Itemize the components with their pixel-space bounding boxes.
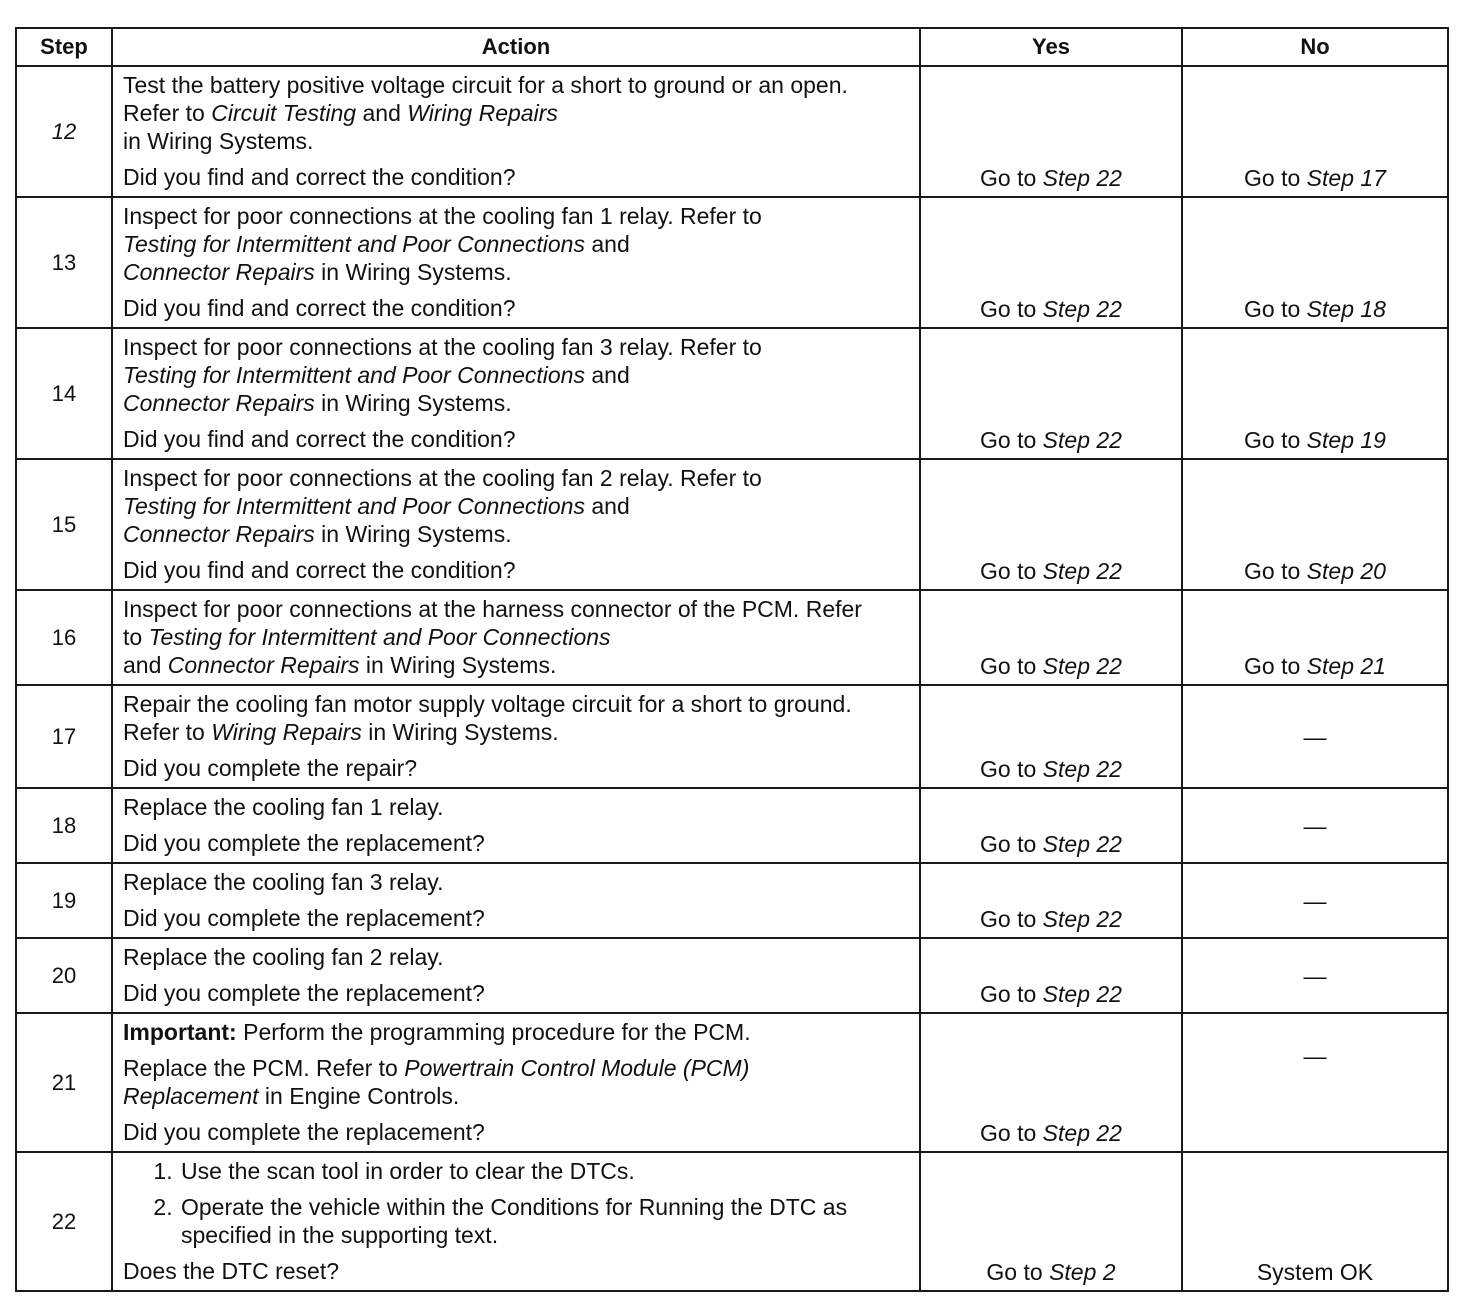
no-cell: — bbox=[1182, 938, 1448, 1013]
important-note: Important: Perform the programming procedure for the PCM. bbox=[123, 1019, 751, 1045]
yes-cell: Go to Step 22 bbox=[920, 197, 1182, 328]
no-cell: Go to Step 17 bbox=[1182, 66, 1448, 197]
action-cell bbox=[112, 1013, 920, 1152]
table-row bbox=[16, 863, 1448, 938]
step-number: 21 bbox=[16, 1013, 112, 1152]
action-cell bbox=[112, 328, 920, 459]
action-question: Did you complete the replacement? bbox=[123, 1119, 485, 1145]
action-text: Replace the cooling fan 1 relay. bbox=[123, 794, 444, 820]
yes-cell: Go to Step 22 bbox=[920, 788, 1182, 863]
header-row bbox=[16, 28, 1448, 66]
no-cell: Go to Step 21 bbox=[1182, 590, 1448, 685]
step-link[interactable]: Step 22 bbox=[1042, 165, 1122, 191]
step-link[interactable]: Step 22 bbox=[1042, 831, 1122, 857]
yes-cell: Go to Step 22 bbox=[920, 863, 1182, 938]
step-number: 15 bbox=[16, 459, 112, 590]
no-cell: Go to Step 18 bbox=[1182, 197, 1448, 328]
step-link[interactable]: Step 22 bbox=[1042, 558, 1122, 584]
action-cell bbox=[112, 66, 920, 197]
action-question: Did you find and correct the condition? bbox=[123, 557, 516, 583]
procedure-list bbox=[123, 1157, 909, 1249]
header-no: No bbox=[1182, 28, 1448, 66]
step-link[interactable]: Step 22 bbox=[1042, 653, 1122, 679]
yes-cell: Go to Step 22 bbox=[920, 1013, 1182, 1152]
yes-cell: Go to Step 22 bbox=[920, 938, 1182, 1013]
step-link[interactable]: Step 22 bbox=[1042, 427, 1122, 453]
diagnostic-steps-table bbox=[15, 27, 1449, 1292]
step-link[interactable]: Step 22 bbox=[1042, 906, 1122, 932]
header-step: Step bbox=[16, 28, 112, 66]
action-cell bbox=[112, 1152, 920, 1291]
action-question: Did you find and correct the condition? bbox=[123, 164, 516, 190]
yes-cell: Go to Step 22 bbox=[920, 590, 1182, 685]
action-text: Test the battery positive voltage circuit for a short to ground or an open. Refer to Circuit Testing and Wiring Repairs in Wiring Systems. bbox=[123, 72, 848, 154]
action-question: Did you complete the replacement? bbox=[123, 980, 485, 1006]
step-number: 17 bbox=[16, 685, 112, 788]
action-cell bbox=[112, 938, 920, 1013]
table-row bbox=[16, 1013, 1448, 1152]
step-number: 18 bbox=[16, 788, 112, 863]
step-number: 20 bbox=[16, 938, 112, 1013]
step-link[interactable]: Step 17 bbox=[1306, 165, 1386, 191]
action-question: Did you complete the replacement? bbox=[123, 830, 485, 856]
header-action: Action bbox=[112, 28, 920, 66]
yes-cell: Go to Step 22 bbox=[920, 66, 1182, 197]
list-item: 1. Use the scan tool in order to clear the DTCs. bbox=[179, 1157, 909, 1185]
action-question: Does the DTC reset? bbox=[123, 1258, 340, 1284]
step-link[interactable]: Step 22 bbox=[1042, 1120, 1122, 1146]
action-text: Repair the cooling fan motor supply voltage circuit for a short to ground. Refer to Wiring Repairs in Wiring Systems. bbox=[123, 691, 852, 745]
step-link[interactable]: Step 22 bbox=[1042, 756, 1122, 782]
table-row bbox=[16, 328, 1448, 459]
step-link[interactable]: Step 21 bbox=[1306, 653, 1386, 679]
no-cell: System OK bbox=[1182, 1152, 1448, 1291]
table-row bbox=[16, 197, 1448, 328]
step-link[interactable]: Step 19 bbox=[1306, 427, 1386, 453]
no-cell: Go to Step 20 bbox=[1182, 459, 1448, 590]
step-number: 13 bbox=[16, 197, 112, 328]
yes-cell: Go to Step 22 bbox=[920, 459, 1182, 590]
action-text: Replace the PCM. Refer to Powertrain Control Module (PCM) Replacement in Engine Controls. bbox=[123, 1055, 750, 1109]
action-text: Inspect for poor connections at the cooling fan 2 relay. Refer to Testing for Intermittent and Poor Connections and Connector Repairs in Wiring Systems. bbox=[123, 465, 762, 547]
yes-cell: Go to Step 2 bbox=[920, 1152, 1182, 1291]
yes-cell: Go to Step 22 bbox=[920, 685, 1182, 788]
action-cell bbox=[112, 459, 920, 590]
no-cell: Go to Step 19 bbox=[1182, 328, 1448, 459]
action-question: Did you find and correct the condition? bbox=[123, 426, 516, 452]
table-row bbox=[16, 66, 1448, 197]
table-row bbox=[16, 685, 1448, 788]
table-row bbox=[16, 1152, 1448, 1291]
list-item: 2. Operate the vehicle within the Conditions for Running the DTC as specified in the supporting text. bbox=[179, 1193, 909, 1249]
action-question: Did you complete the repair? bbox=[123, 755, 418, 781]
action-text: Inspect for poor connections at the cooling fan 3 relay. Refer to Testing for Intermittent and Poor Connections and Connector Repairs in Wiring Systems. bbox=[123, 334, 762, 416]
table-row bbox=[16, 459, 1448, 590]
table-row bbox=[16, 590, 1448, 685]
no-cell: — bbox=[1182, 863, 1448, 938]
step-number: 19 bbox=[16, 863, 112, 938]
step-link[interactable]: Step 20 bbox=[1306, 558, 1386, 584]
action-question: Did you complete the replacement? bbox=[123, 905, 485, 931]
no-cell: — bbox=[1182, 1013, 1448, 1152]
action-cell bbox=[112, 685, 920, 788]
no-cell: — bbox=[1182, 685, 1448, 788]
yes-cell: Go to Step 22 bbox=[920, 328, 1182, 459]
step-link[interactable]: Step 18 bbox=[1306, 296, 1386, 322]
table-row bbox=[16, 938, 1448, 1013]
action-cell bbox=[112, 788, 920, 863]
step-link[interactable]: Step 22 bbox=[1042, 981, 1122, 1007]
step-number: 16 bbox=[16, 590, 112, 685]
step-link[interactable]: Step 2 bbox=[1049, 1259, 1116, 1285]
table-row bbox=[16, 788, 1448, 863]
step-link[interactable]: Step 22 bbox=[1042, 296, 1122, 322]
action-text: Inspect for poor connections at the cooling fan 1 relay. Refer to Testing for Intermittent and Poor Connections and Connector Repairs in Wiring Systems. bbox=[123, 203, 762, 285]
no-cell: — bbox=[1182, 788, 1448, 863]
action-cell bbox=[112, 590, 920, 685]
action-text: Replace the cooling fan 3 relay. bbox=[123, 869, 444, 895]
header-yes: Yes bbox=[920, 28, 1182, 66]
important-label: Important: bbox=[123, 1019, 237, 1045]
step-number: 14 bbox=[16, 328, 112, 459]
action-question: Did you find and correct the condition? bbox=[123, 295, 516, 321]
action-cell bbox=[112, 197, 920, 328]
step-number: 22 bbox=[16, 1152, 112, 1291]
step-number: 12 bbox=[16, 66, 112, 197]
action-text: Replace the cooling fan 2 relay. bbox=[123, 944, 444, 970]
action-text: Inspect for poor connections at the harness connector of the PCM. Refer to Testing for Intermittent and Poor Connections and Connector Repairs in Wiring Systems. bbox=[123, 596, 862, 678]
action-cell bbox=[112, 863, 920, 938]
